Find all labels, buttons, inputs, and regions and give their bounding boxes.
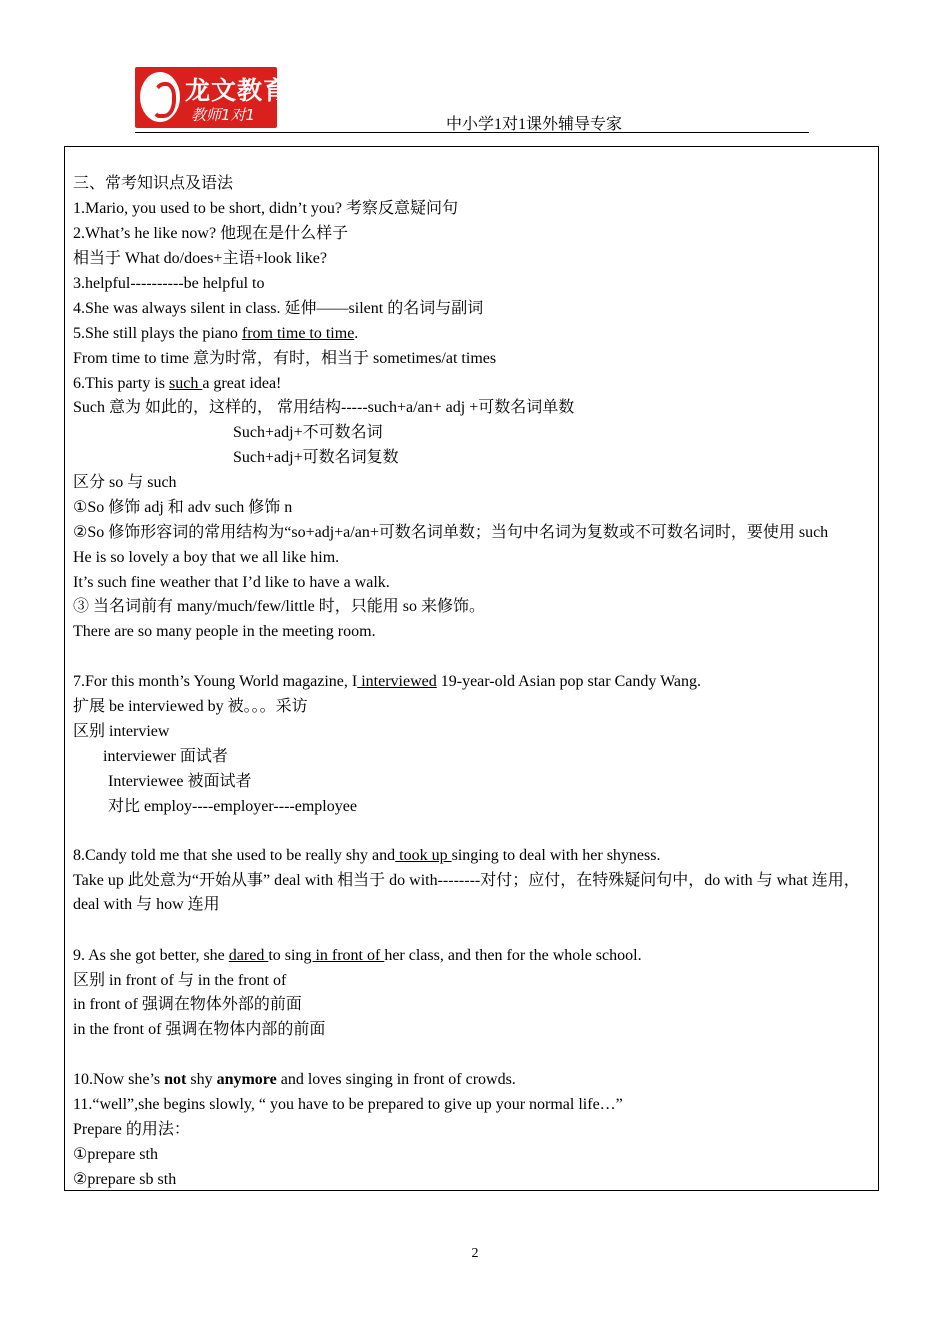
text-line: 区别 in front of 与 in the front of bbox=[73, 972, 287, 989]
text-line: Interviewee 被面试者 bbox=[108, 773, 252, 790]
page-number: 2 bbox=[471, 1246, 479, 1261]
text-segment: . bbox=[354, 325, 359, 342]
text-line: 2.What’s he like now? 他现在是什么样子 bbox=[73, 225, 349, 242]
text-segment: shy bbox=[186, 1071, 217, 1088]
text-line: ②So 修饰形容词的常用结构为“so+adj+a/an+可数名词单数；当句中名词为复数或不可数名词时，要使用 such bbox=[73, 524, 829, 541]
text-line bbox=[73, 1068, 516, 1092]
text-line: in the front of 强调在物体内部的前面 bbox=[73, 1021, 326, 1038]
bold-word: anymore bbox=[216, 1071, 277, 1088]
text-line: 区分 so 与 such bbox=[73, 474, 177, 491]
text-line: Take up 此处意为“开始从事” deal with 相当于 do with--------对付；应付，在特殊疑问句中，do with 与 what 连用，deal with 与 how 连用 bbox=[73, 872, 860, 913]
text-segment: 19-year-old Asian pop star Candy Wang. bbox=[436, 673, 701, 690]
text-line: From time to time 意为时常，有时，相当于 sometimes/at times bbox=[73, 350, 497, 367]
text-line: 区别 interview bbox=[73, 723, 170, 740]
text-line: in front of 强调在物体外部的前面 bbox=[73, 996, 302, 1013]
text-segment: 8.Candy told me that she used to be really shy and bbox=[73, 847, 396, 864]
underlined-phrase: dared bbox=[228, 947, 269, 964]
logo-title: 龙文教育 bbox=[185, 76, 290, 105]
text-line: ①So 修饰 adj 和 adv such 修饰 n bbox=[73, 499, 293, 516]
text-segment: and loves singing in front of crowds. bbox=[276, 1071, 516, 1088]
text-line: interviewer 面试者 bbox=[103, 748, 228, 765]
text-line: 4.She was always silent in class. 延伸——silent 的名词与副词 bbox=[73, 300, 484, 317]
text-line: There are so many people in the meeting room. bbox=[73, 623, 376, 640]
underlined-phrase: g in front of bbox=[303, 947, 385, 964]
text-line bbox=[73, 844, 660, 868]
text-line: Such+adj+不可数名词 bbox=[233, 424, 383, 441]
text-line bbox=[73, 322, 358, 346]
text-line: 3.helpful----------be helpful to bbox=[73, 275, 265, 292]
header-divider bbox=[135, 132, 809, 133]
text-line: ③ 当名词前有 many/much/few/little 时，只能用 so 来修饰。 bbox=[73, 598, 485, 615]
text-segment: to sin bbox=[268, 947, 304, 964]
underlined-phrase: from time to time bbox=[241, 325, 355, 342]
text-line: Such 意为 如此的，这样的， 常用结构-----such+a/an+ adj +可数名词单数 bbox=[73, 399, 575, 416]
logo-mark-icon bbox=[140, 72, 180, 122]
text-line: It’s such fine weather that I’d like to have a walk. bbox=[73, 574, 390, 591]
text-line: ②prepare sb sth bbox=[73, 1171, 177, 1188]
text-line: Such+adj+可数名词复数 bbox=[233, 449, 399, 466]
text-segment: 6.This party is bbox=[73, 375, 169, 392]
bold-word: not bbox=[164, 1071, 187, 1088]
text-segment: her class, and then for the whole school. bbox=[384, 947, 642, 964]
text-line: 扩展 be interviewed by 被。。。采访 bbox=[73, 698, 308, 715]
text-line bbox=[73, 944, 642, 968]
text-segment: 7.For this month’s Young World magazine, I bbox=[73, 673, 358, 690]
text-line: 对比 employ----employer----employee bbox=[108, 798, 357, 815]
text-segment: 5.She still plays the piano bbox=[73, 325, 242, 342]
logo bbox=[135, 67, 290, 128]
section-title: 三、常考知识点及语法 bbox=[73, 175, 234, 192]
text-line: 相当于 What do/does+主语+look like? bbox=[73, 250, 328, 267]
text-segment: singing to deal with her shyness. bbox=[451, 847, 661, 864]
text-line: 11.“well”,she begins slowly, “ you have to be prepared to give up your normal life…” bbox=[73, 1096, 623, 1113]
text-line: Prepare 的用法： bbox=[73, 1121, 190, 1138]
underlined-phrase: such bbox=[169, 375, 203, 392]
text-segment: 9. As she got better, she bbox=[73, 947, 229, 964]
text-line: He is so lovely a boy that we all like him. bbox=[73, 549, 340, 566]
text-line bbox=[73, 372, 281, 396]
underlined-phrase: took up bbox=[395, 847, 452, 864]
text-segment: a great idea! bbox=[202, 375, 282, 392]
header-tagline: 中小学1对1课外辅导专家 bbox=[446, 116, 623, 133]
text-line bbox=[73, 670, 701, 694]
logo-subtitle: 教师1对1 bbox=[191, 106, 256, 124]
text-line: 1.Mario, you used to be short, didn’t you? 考察反意疑问句 bbox=[73, 200, 459, 217]
underlined-phrase: interviewed bbox=[357, 673, 437, 690]
text-segment: 10.Now she’s bbox=[73, 1071, 165, 1088]
text-line: ①prepare sth bbox=[73, 1146, 158, 1163]
